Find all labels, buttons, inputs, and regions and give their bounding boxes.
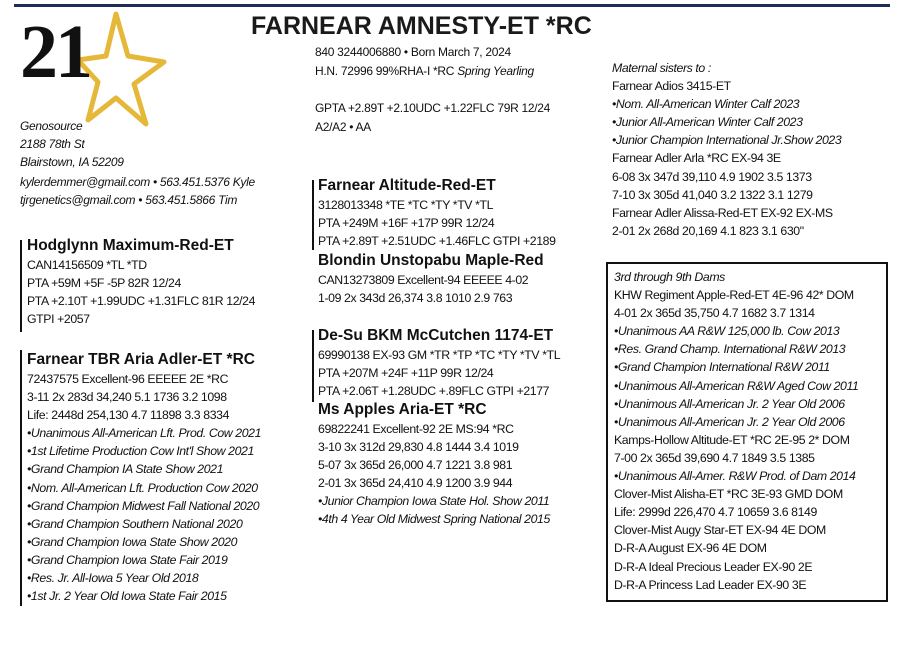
dam-bracket [20,350,22,606]
sires-dam-line: 1-09 2x 343d 26,374 3.8 1010 2.9 763 [318,291,513,306]
dam-award: •Unanimous All-American Lft. Prod. Cow 2021 [27,426,262,441]
animal-class: Spring Yearling [457,64,534,78]
later-dam-line: •Res. Grand Champ. International R&W 2013 [614,342,846,357]
later-dam-line: D-R-A Ideal Precious Leader EX-90 2E [614,559,813,574]
lot-number: 21 [20,10,90,94]
animal-registration [315,63,534,80]
later-dam-line: •Unanimous All-Amer. R&W Prod. of Dam 2014 [614,469,856,484]
sires-sire-line: PTA +2.10T +1.99UDC +1.31FLC 81R 12/24 [27,294,256,309]
dam-award: •Grand Champion Iowa State Fair 2019 [27,552,228,567]
sire-line: PTA +2.89T +2.51UDC +1.46FLC GTPI +2189 [318,234,556,249]
dam-award: •Grand Champion Midwest Fall National 2020 [27,498,260,513]
later-dam-line: Clover-Mist Augy Star-ET EX-94 4E DOM [614,523,826,538]
dam-line: 3-11 2x 283d 34,240 5.1 1736 3.2 1098 [27,390,227,405]
later-dam-line: •Unanimous All-American Jr. 2 Year Old 2006 [614,396,845,411]
dam-section [27,350,261,605]
maternal-sisters-section [612,59,841,240]
later-dams-list [614,286,858,594]
dam-award: •1st Jr. 2 Year Old Iowa State Fair 2015 [27,589,227,604]
later-dams-heading: 3rd through 9th Dams [614,270,725,284]
maternal-sister-line: •Junior All-American Winter Calf 2023 [612,115,803,130]
sire-line: PTA +249M +16F +17P 99R 12/24 [318,216,495,231]
animal-reg-text: H.N. 72996 99%RHA-I *RC [315,64,458,78]
dam-award: •Grand Champion Southern National 2020 [27,516,243,531]
dams-dam-award: •4th 4 Year Old Midwest Spring National 2015 [318,512,550,527]
page-title: FARNEAR AMNESTY-ET *RC [251,12,592,40]
maternal-sister-line: 6-08 3x 347d 39,110 4.9 1902 3.5 1373 [612,169,812,184]
animal-id-birth: 840 3244006880 • Born March 7, 2024 [315,45,511,59]
sires-sire-bracket [20,240,22,332]
dam-name: Farnear TBR Aria Adler-ET *RC [27,351,255,368]
dams-sire-name: De-Su BKM McCutchen 1174-ET [318,327,554,344]
sires-dam-section [318,251,544,307]
sire-line: 3128013348 *TE *TC *TY *TV *TL [318,198,494,212]
later-dam-line: Life: 2999d 226,470 4.7 10659 3.6 8149 [614,505,817,520]
dams-sire-line: 69990138 EX-93 GM *TR *TP *TC *TY *TV *TL [318,348,561,362]
dams-sire-line: PTA +2.06T +1.28UDC +.89FLC GTPI +2177 [318,384,550,399]
sire-name: Farnear Altitude-Red-ET [318,177,496,194]
dam-award: •Grand Champion Iowa State Show 2020 [27,534,238,549]
animal-genotype: A2/A2 • AA [315,120,371,134]
dams-dam-line: 5-07 3x 365d 26,000 4.7 1221 3.8 981 [318,458,513,473]
consignor-name: Genosource [20,119,83,133]
dam-award: •Nom. All-American Lft. Production Cow 2020 [27,480,258,495]
animal-gpta: GPTA +2.89T +2.10UDC +1.22FLC 79R 12/24 [315,101,551,115]
sire-bracket [312,180,314,250]
later-dam-line: •Unanimous All-American R&W Aged Cow 2011 [614,378,859,393]
sires-dam-line: CAN13273809 Excellent-94 EEEEE 4-02 [318,273,529,287]
later-dams-section [614,268,858,594]
consignor-city: Blairstown, IA 52209 [20,155,124,169]
later-dam-line: 4-01 2x 365d 35,750 4.7 1682 3.7 1314 [614,306,815,321]
sires-dam-name: Blondin Unstopabu Maple-Red [318,252,544,269]
later-dam-line: D-R-A Princess Lad Leader EX-90 3E [614,577,807,592]
maternal-sisters-list [612,77,841,240]
later-dam-line: •Grand Champion International R&W 2011 [614,360,830,375]
maternal-sister-line: Farnear Adler Alissa-Red-ET EX-92 EX-MS [612,205,833,220]
sires-sire-name: Hodglynn Maximum-Red-ET [27,237,234,254]
dams-dam-line: 69822241 Excellent-92 2E MS:94 *RC [318,422,514,436]
consignor-contact-kyle[interactable]: kylerdemmer@gmail.com • 563.451.5376 Kyle [20,175,255,189]
later-dam-line: Kamps-Hollow Altitude-ET *RC 2E-95 2* DOM [614,432,850,447]
dams-sire-bracket [312,330,314,402]
dam-line: 72437575 Excellent-96 EEEEE 2E *RC [27,372,229,386]
dams-dam-line: 2-01 3x 365d 24,410 4.9 1200 3.9 944 [318,476,513,491]
maternal-sister-line: Farnear Adios 3415-ET [612,79,731,94]
dam-award: •1st Lifetime Production Cow Int'l Show 2021 [27,444,254,459]
later-dam-line: Clover-Mist Alisha-ET *RC 3E-93 GMD DOM [614,487,843,502]
sires-sire-line: GTPI +2057 [27,312,90,327]
dams-sire-line: PTA +207M +24F +11P 99R 12/24 [318,366,494,381]
later-dam-line: •Unanimous All-American Jr. 2 Year Old 2006 [614,414,845,429]
consignor-contact-tim[interactable]: tjrgenetics@gmail.com • 563.451.5866 Tim [20,193,238,207]
dams-dam-line: 3-10 3x 312d 29,830 4.8 1444 3.4 1019 [318,440,519,455]
maternal-sister-line: •Junior Champion International Jr.Show 2023 [612,133,842,148]
top-rule [14,4,890,7]
sires-sire-line: PTA +59M +5F -5P 82R 12/24 [27,276,181,291]
dams-dam-name: Ms Apples Aria-ET *RC [318,401,487,418]
consignor-address: 2188 78th St [20,137,85,151]
dams-dam-section [318,400,550,529]
dam-award: •Grand Champion IA State Show 2021 [27,462,224,477]
later-dam-line: 7-00 2x 365d 39,690 4.7 1849 3.5 1385 [614,450,815,465]
later-dam-line: •Unanimous AA R&W 125,000 lb. Cow 2013 [614,324,840,339]
later-dam-line: D-R-A August EX-96 4E DOM [614,541,767,556]
dam-award: •Res. Jr. All-Iowa 5 Year Old 2018 [27,571,199,586]
sires-sire-line: CAN14156509 *TL *TD [27,258,147,272]
sires-sire-section [27,236,255,328]
maternal-sister-line: Farnear Adler Arla *RC EX-94 3E [612,151,781,166]
dam-line: Life: 2448d 254,130 4.7 11898 3.3 8334 [27,408,230,423]
sire-section [318,176,556,250]
maternal-sister-line: 2-01 2x 268d 20,169 4.1 823 3.1 630" [612,223,804,238]
maternal-sister-line: 7-10 3x 305d 41,040 3.2 1322 3.1 1279 [612,187,813,202]
later-dam-line: KHW Regiment Apple-Red-ET 4E-96 42* DOM [614,288,854,303]
dams-sire-section [318,326,560,400]
dams-dam-award: •Junior Champion Iowa State Hol. Show 2011 [318,494,550,509]
maternal-sisters-heading: Maternal sisters to : [612,61,711,75]
maternal-sister-line: •Nom. All-American Winter Calf 2023 [612,97,800,112]
